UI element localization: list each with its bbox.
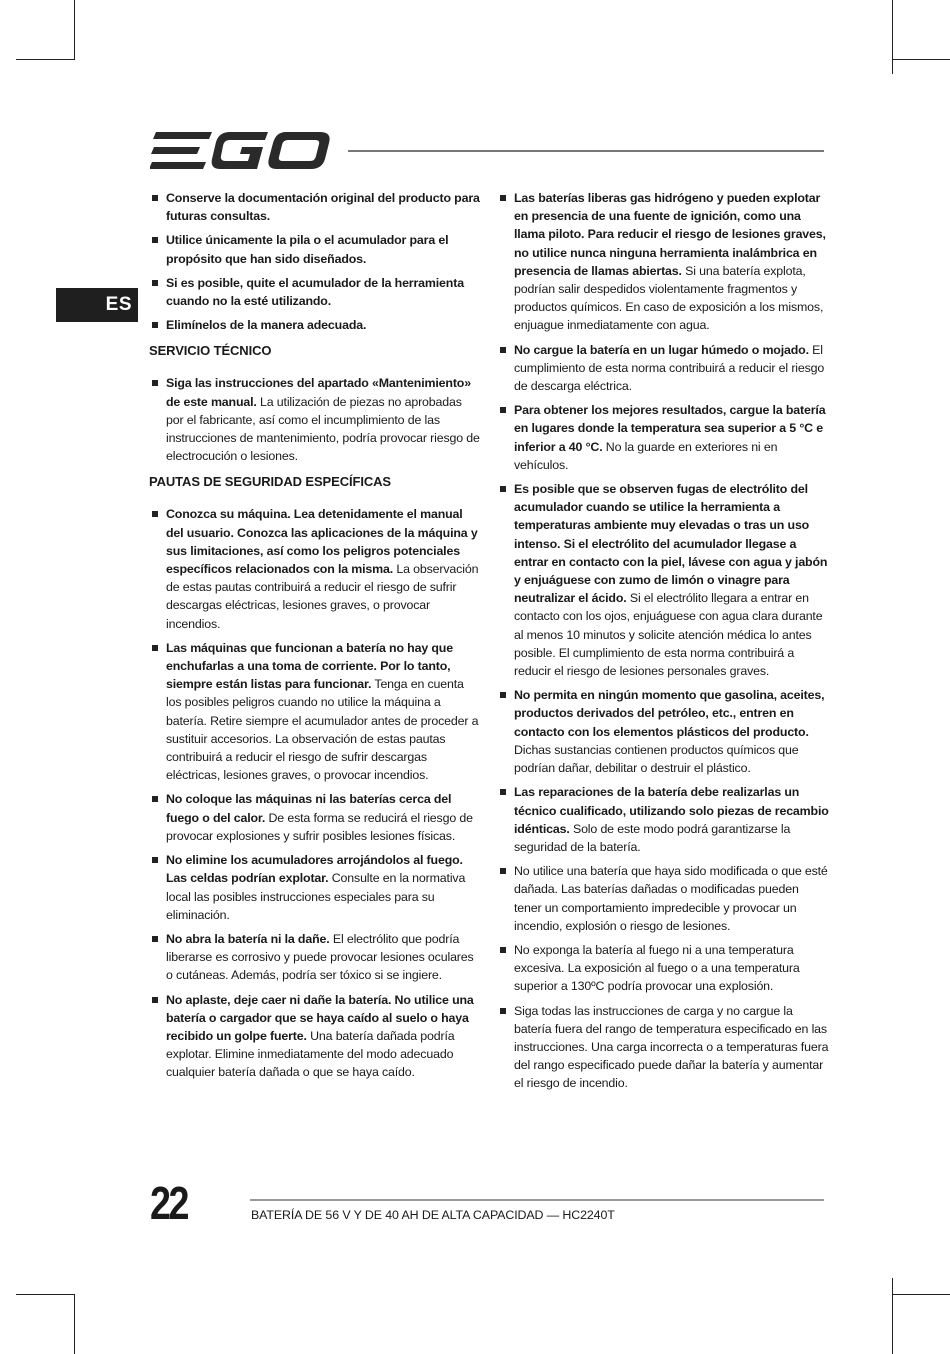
list-item: No elimine los acumuladores arrojándolos al fuego. Las celdas podrían explotar. Consulte en la normativa local las posibles instrucciones especiales para su eliminación. <box>149 851 481 924</box>
section-title-service: SERVICIO TÉCNICO <box>149 343 272 359</box>
list-item: No permita en ningún momento que gasolina, aceites, productos derivados del petróleo, etc., entren en contacto con los elementos plásticos del producto. Dichas sustancias contienen productos químicos que podrían dañar, debilitar o destruir el plástico. <box>497 686 829 777</box>
page-number: 22 <box>150 1177 188 1229</box>
section-title-safety: PAUTAS DE SEGURIDAD ESPECÍFICAS <box>149 474 392 490</box>
list-item: Es posible que se observen fugas de electrólito del acumulador cuando se utilice la herramienta a temperaturas ambiente muy elevadas o tras un uso intenso. Si el electrólito del acumulador llegase a entrar en contacto con la piel, lávese con agua y jabón y enjuáguese con zumo de limón o vinagre para neutralizar el ácido. Si el electrólito llegara a entrar en contacto con los ojos, enjuáguese con agua clara durante al menos 10 minutos y solicite atención médica lo antes posible. El cumplimiento de esta norma contribuirá a reducir el riesgo de lesiones personales graves. <box>497 480 829 680</box>
list-item: No utilice una batería que haya sido modificada o que esté dañada. Las baterías dañadas o modificadas pueden tener un comportamiento impredecible y provocar un incendio, explosión o riesgo de lesiones. <box>497 862 829 935</box>
list-item: No aplaste, deje caer ni dañe la batería. No utilice una batería o cargador que se haya caído al suelo o haya recibido un golpe fuerte. Una batería dañada podría explotar. Elimine inmediatamente del modo adecuado cualquier batería dañada o que se haya caído. <box>149 991 481 1082</box>
left-column <box>149 189 481 1088</box>
list-item: Utilice únicamente la pila o el acumulador para el propósito que han sido diseñados. <box>149 231 481 267</box>
list-item: Las baterías liberas gas hidrógeno y pueden explotar en presencia de una fuente de ignición, como una llama piloto. Para reducir el riesgo de lesiones graves, no utilice nunca ninguna herramienta inalámbrica en presencia de llamas abiertas. Si una batería explota, podrían salir despedidos violentamente fragmentos y productos químicos. En caso de exposición a los mismos, enjuague inmediatamente con agua. <box>497 189 829 335</box>
list-item: No cargue la batería en un lugar húmedo o mojado. El cumplimiento de esta norma contribuirá a reducir el riesgo de descarga eléctrica. <box>497 341 829 396</box>
right-column <box>497 189 829 1099</box>
list-item: Si es posible, quite el acumulador de la herramienta cuando no la esté utilizando. <box>149 274 481 310</box>
ego-logo <box>150 130 330 172</box>
list-item: Conserve la documentación original del producto para futuras consultas. <box>149 189 481 225</box>
crop-mark <box>16 1294 74 1295</box>
crop-mark <box>892 0 893 74</box>
language-tab-label: ES <box>105 294 132 315</box>
list-item: Elimínelos de la manera adecuada. <box>149 316 481 334</box>
crop-mark <box>892 1278 893 1354</box>
crop-mark <box>892 59 950 60</box>
list-item: Siga todas las instrucciones de carga y no cargue la batería fuera del rango de temperatura especificado en las instrucciones. Una carga incorrecta o a temperaturas fuera del rango especificado puede dañar la batería y aumentar el riesgo de incendio. <box>497 1002 829 1093</box>
crop-mark <box>74 1294 75 1354</box>
general-list <box>149 189 481 334</box>
crop-mark <box>16 59 74 60</box>
crop-mark <box>892 1294 950 1295</box>
list-item: No abra la batería ni la dañe. El electrólito que podría liberarse es corrosivo y puede provocar lesiones oculares o cutáneas. Además, podría ser tóxico si se ingiere. <box>149 930 481 985</box>
list-item: Las máquinas que funcionan a batería no hay que enchufarlas a una toma de corriente. Por lo tanto, siempre están listas para funcionar. Tenga en cuenta los posibles peligros cuando no utilice la máquina a batería. Retire siempre el acumulador antes de proceder a sustituir accesorios. La observación de estas pautas contribuirá a reducir el riesgo de sufrir descargas eléctricas, lesiones graves, o provocar incendios. <box>149 639 481 785</box>
battery-list <box>497 189 829 1093</box>
crop-mark <box>74 0 75 60</box>
header-rule <box>348 150 824 152</box>
safety-list <box>149 505 481 1081</box>
list-item: No exponga la batería al fuego ni a una temperatura excesiva. La exposición al fuego o a una temperatura superior a 130ºC podría provocar una explosión. <box>497 941 829 996</box>
list-item: Para obtener los mejores resultados, cargue la batería en lugares donde la temperatura sea superior a 5 °C e inferior a 40 °C. No la guarde en exteriores ni en vehículos. <box>497 401 829 474</box>
language-tab <box>56 288 138 322</box>
footer-title: BATERÍA DE 56 V Y DE 40 AH DE ALTA CAPACIDAD — HC2240T <box>251 1208 615 1222</box>
list-item: No coloque las máquinas ni las baterías cerca del fuego o del calor. De esta forma se reducirá el riesgo de provocar explosiones y sufrir posibles lesiones físicas. <box>149 790 481 845</box>
list-item: Las reparaciones de la batería debe realizarlas un técnico cualificado, utilizando solo piezas de recambio idénticas. Solo de este modo podrá garantizarse la seguridad de la batería. <box>497 783 829 856</box>
service-list <box>149 374 481 465</box>
list-item: Siga las instrucciones del apartado «Mantenimiento» de este manual. La utilización de piezas no aprobadas por el fabricante, así como el incumplimiento de las instrucciones de mantenimiento, podría provocar riesgo de electrocución o lesiones. <box>149 374 481 465</box>
list-item: Conozca su máquina. Lea detenidamente el manual del usuario. Conozca las aplicaciones de la máquina y sus limitaciones, así como los peligros potenciales específicos relacionados con la misma. La observación de estas pautas contribuirá a reducir el riesgo de sufrir descargas eléctricas, lesiones graves, o provocar incendios. <box>149 505 481 632</box>
footer-rule <box>250 1199 824 1201</box>
